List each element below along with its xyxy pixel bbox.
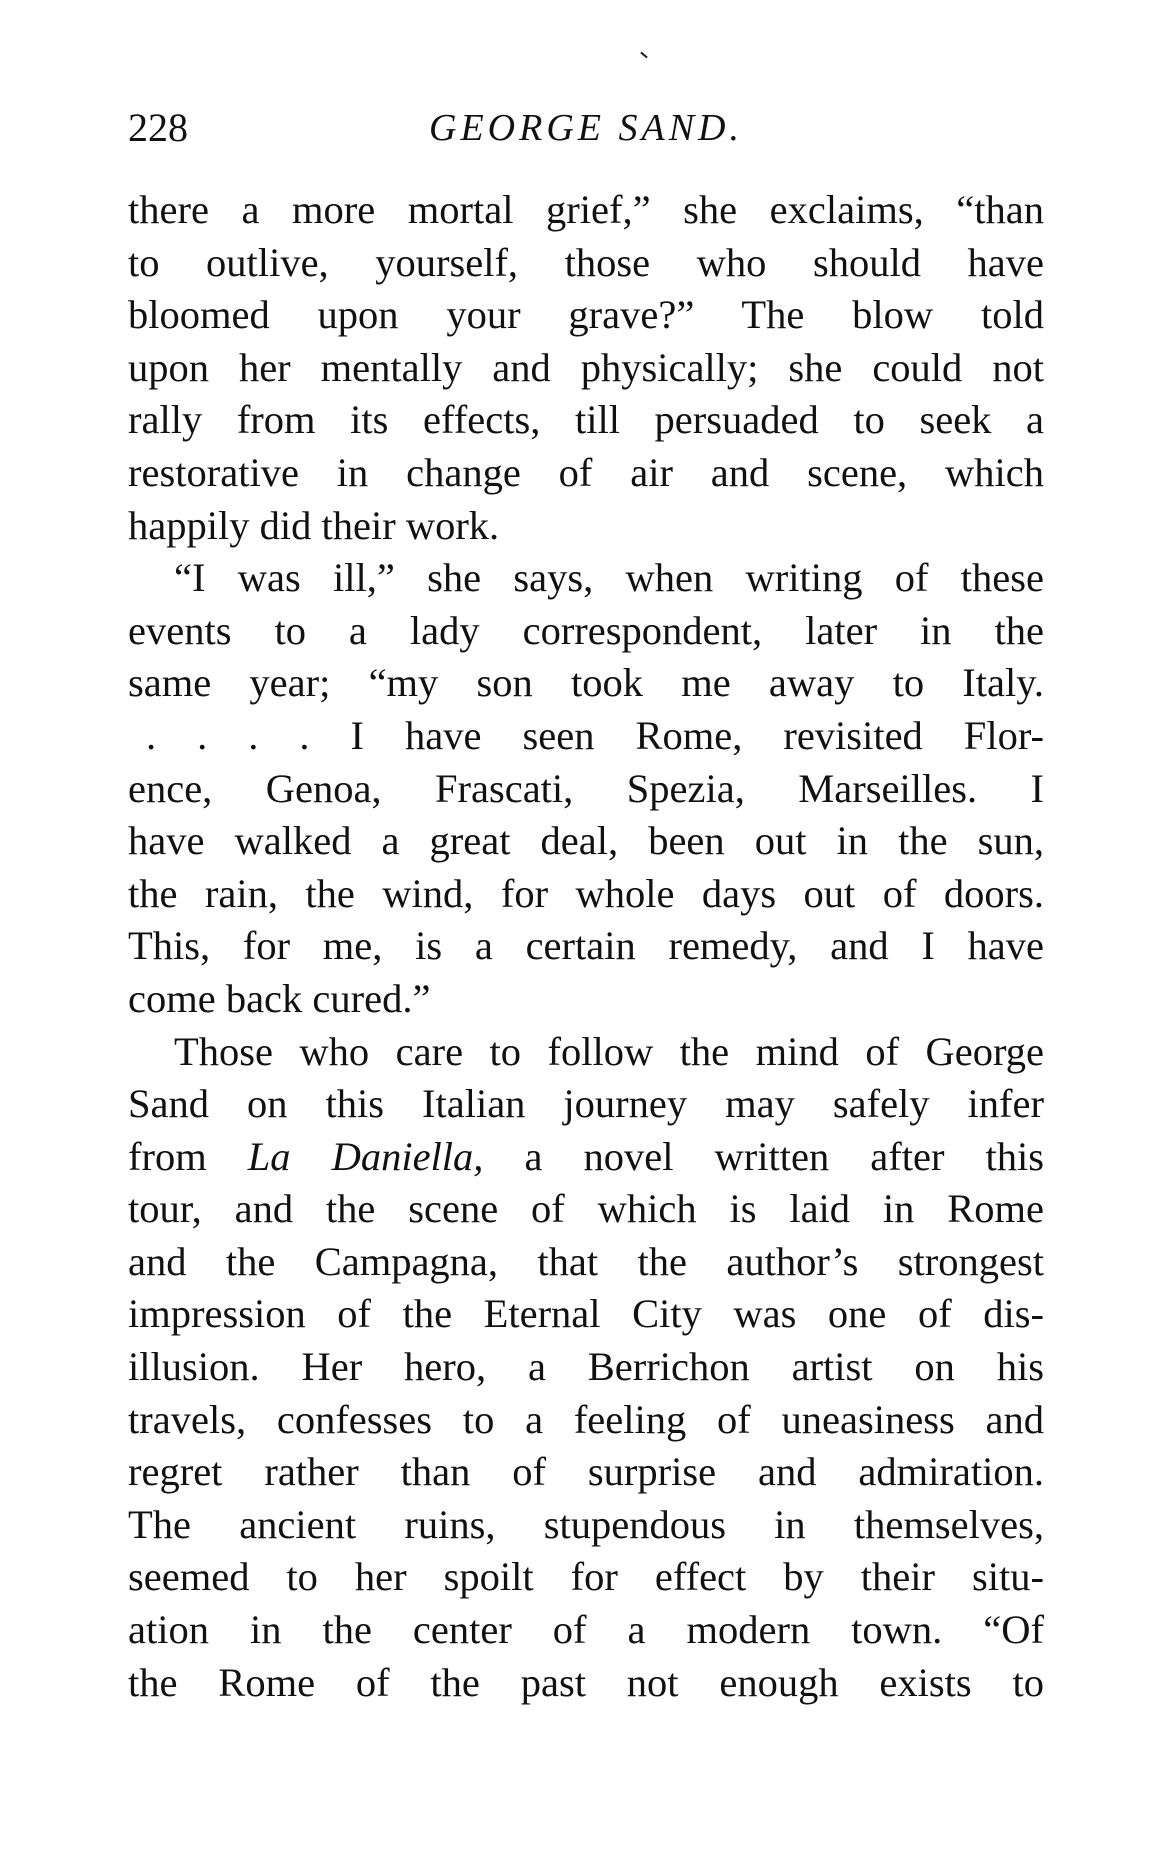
text-line: This, for me, is a certain remedy, and I have xyxy=(128,923,1044,969)
text-line: and the Campagna, that the author’s strongest xyxy=(128,1238,1044,1284)
text-line: ation in the center of a modern town. “Of xyxy=(128,1607,1044,1653)
text-line: travels, confesses to a feeling of uneasiness and xyxy=(128,1396,1044,1442)
page-number: 228 xyxy=(128,105,188,150)
text-line xyxy=(128,1131,1044,1184)
novel-title: La Daniella, xyxy=(247,1133,484,1179)
text-line: happily did their work. xyxy=(128,502,500,548)
text-line: ence, Genoa, Frascati, Spezia, Marseilles. I xyxy=(128,765,1044,811)
text-line: impression of the Eternal City was one of dis- xyxy=(128,1291,1044,1337)
text-line: tour, and the scene of which is laid in Rome xyxy=(128,1186,1044,1232)
text-run: a novel written after this xyxy=(483,1133,1044,1179)
text-line: seemed to her spoilt for effect by their situ- xyxy=(128,1554,1044,1600)
running-head: GEORGE SAND. xyxy=(429,107,743,149)
text-line: come back cured.” xyxy=(128,975,431,1021)
text-line: events to a lady correspondent, later in the xyxy=(128,607,1044,653)
text-line: rally from its effects, till persuaded to seek a xyxy=(128,397,1044,443)
text-line: upon her mentally and physically; she could not xyxy=(128,344,1044,390)
text-line: “I was ill,” she says, when writing of these xyxy=(174,555,1044,601)
text-line: same year; “my son took me away to Italy. xyxy=(128,660,1044,706)
text-run: from xyxy=(128,1133,248,1179)
text-line: The ancient ruins, stupendous in themselves, xyxy=(128,1501,1044,1547)
text-line: Sand on this Italian journey may safely infer xyxy=(128,1081,1044,1127)
text-line: Those who care to follow the mind of George xyxy=(174,1028,1044,1074)
text-line: have walked a great deal, been out in the sun, xyxy=(128,818,1044,864)
print-mark xyxy=(640,52,647,59)
text-line: there a more mortal grief,” she exclaims, “than xyxy=(128,187,1044,232)
body-text xyxy=(128,184,1044,1709)
text-line: to outlive, yourself, those who should have xyxy=(128,239,1044,285)
text-line: regret rather than of surprise and admiration. xyxy=(128,1449,1044,1495)
text-line: . . . . I have seen Rome, revisited Flor- xyxy=(146,712,1044,758)
text-line: the rain, the wind, for whole days out of doors. xyxy=(128,870,1044,916)
page-header xyxy=(128,100,1044,156)
text-line: the Rome of the past not enough exists to xyxy=(128,1659,1044,1705)
text-line: illusion. Her hero, a Berrichon artist on his xyxy=(128,1344,1044,1390)
text-line: restorative in change of air and scene, which xyxy=(128,449,1044,495)
text-line: bloomed upon your grave?” The blow told xyxy=(128,292,1044,338)
